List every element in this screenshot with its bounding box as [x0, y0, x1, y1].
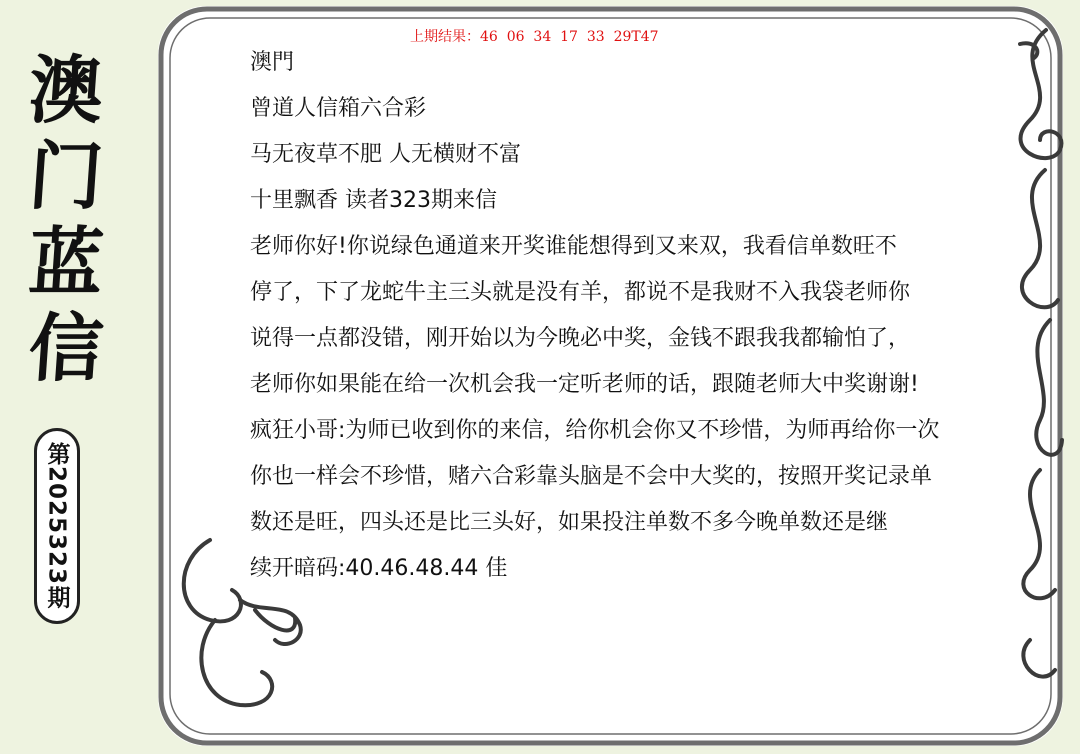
letter-line: 说得一点都没错，刚开始以为今晚必中奖，金钱不跟我我都输怕了，	[250, 326, 911, 351]
issue-label: 第2025323期	[43, 442, 70, 610]
title-char: 澳	[25, 48, 107, 134]
letter-line: 数还是旺，四头还是比三头好，如果投注单数不多今晚单数还是继	[250, 510, 889, 535]
letter-line: 马无夜草不肥 人无横财不富	[250, 142, 521, 167]
title-char: 蓝	[25, 220, 107, 306]
letter-line: 续开暗码:40.46.48.44 佳	[250, 556, 508, 581]
letter-line: 疯狂小哥:为师已收到你的来信，给你机会你又不珍惜，为师再给你一次	[250, 418, 940, 443]
title-char: 门	[25, 134, 107, 220]
letter-line: 曾道人信箱六合彩	[250, 96, 427, 121]
letter-content	[250, 40, 1070, 592]
letter-line: 十里飘香 读者323期来信	[250, 188, 497, 213]
letter-line: 老师你好!你说绿色通道来开奖谁能想得到又来双，我看信单数旺不	[250, 234, 897, 259]
title-char: 信	[25, 306, 107, 392]
letter-line: 你也一样会不珍惜，赌六合彩靠头脑是不会中大奖的，按照开奖记录单	[250, 464, 933, 489]
letter-line: 澳門	[250, 50, 295, 75]
last-result-text: 上期结果：46 06 34 17 33 29T47	[410, 29, 659, 45]
letter-line: 老师你如果能在给一次机会我一定听老师的话，跟随老师大中奖谢谢!	[250, 372, 919, 397]
letter-line: 停了，下了龙蛇牛主三头就是没有羊，都说不是我财不入我袋老师你	[250, 280, 911, 305]
